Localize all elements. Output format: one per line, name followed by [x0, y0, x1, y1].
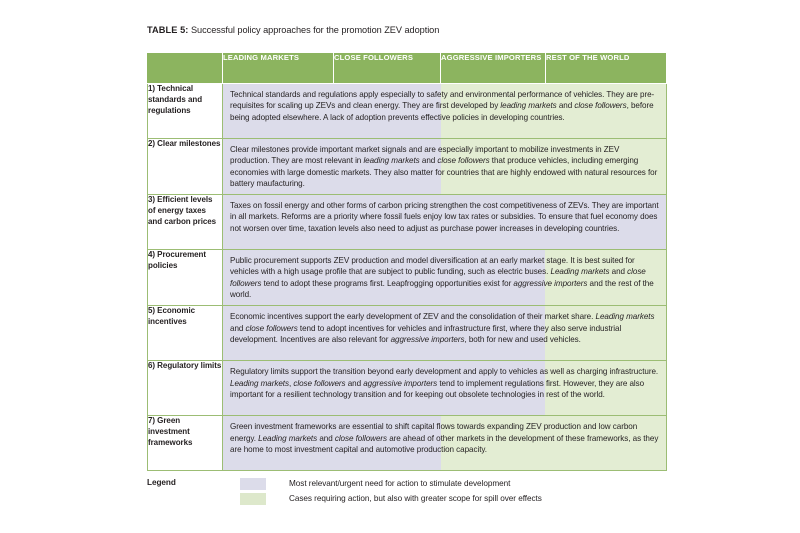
- column-header-blank: [148, 53, 223, 84]
- policy-table-header-row: [148, 53, 667, 84]
- policy-row-label: 1) Technical standards and regulations: [148, 84, 223, 139]
- legend-title: Legend: [147, 478, 176, 487]
- table-row: [148, 195, 667, 250]
- policy-row-label: 7) Green investment frameworks: [148, 416, 223, 471]
- table-row: [148, 139, 667, 195]
- policy-row-label: 2) Clear milestones: [148, 139, 223, 195]
- policy-row-description: Economic incentives support the early development of ZEV and the consolidation of their market share. Leading markets and close followers tend to adopt incentives for vehicles and infrastructure first, where they also serve industrial development. Incentives are also relevant for aggressive importers, both for new and used vehicles.: [230, 312, 655, 344]
- legend-item: [240, 491, 542, 506]
- policy-row-label: 5) Economic incentives: [148, 306, 223, 361]
- table-caption-label: TABLE 5:: [147, 25, 189, 35]
- policy-row-description: Technical standards and regulations apply especially to safety and environmental performance of vehicles. They are pre-requisites for scaling up ZEVs and clean energy. They are first developed by leading markets and close followers, before being adopted elsewhere. A lack of adoption prevents effective policies in developing countries.: [230, 90, 655, 122]
- policy-row-description-cell: [223, 195, 667, 250]
- policy-row-description: Clear milestones provide important market signals and are especially important to mobilize investments in ZEV production. They are most relevant in leading markets and close followers that produce vehicles, including emerging economies with large domestic markets. They also matter for countries that are highly endowed with natural resources for battery maufacturing.: [230, 145, 658, 188]
- policy-row-description: Taxes on fossil energy and other forms of carbon pricing strengthen the cost competitiveness of ZEVs. They are important in all markets. Reforms are a priority where fossil fuels enjoy low tax rates or subsidies. To ensure that fuel economy does not worsen over time, taxation levels also need to adjust as purchase power increases in developing countries.: [230, 201, 659, 233]
- policy-row-description: Public procurement supports ZEV production and model diversification at an early market stage. It is best suited for vehicles with a high usage profile that are subject to public funding, such as electric buses. Leading markets and close followers tend to adopt these programs first. Leapfrogging opportunities exist for aggressive importers and the rest of the world.: [230, 256, 654, 300]
- legend-label: Most relevant/urgent need for action to stimulate development: [289, 479, 511, 488]
- policy-row-label: 4) Procurement policies: [148, 250, 223, 306]
- column-header-aggressive-importers: AGGRESSIVE IMPORTERS: [441, 53, 546, 84]
- policy-row-label: 3) Efficient levels of energy taxes and carbon prices: [148, 195, 223, 250]
- policy-row-description-cell: [223, 416, 667, 471]
- table-row: [148, 361, 667, 416]
- legend-label: Cases requiring action, but also with greater scope for spill over effects: [289, 494, 542, 503]
- legend-items: [240, 476, 542, 506]
- legend-item: [240, 476, 542, 491]
- table-caption-text: Successful policy approaches for the promotion ZEV adoption: [190, 25, 440, 35]
- policy-table-wrapper: [147, 52, 666, 471]
- table-caption: [147, 24, 439, 36]
- table-row: [148, 306, 667, 361]
- policy-row-description: Regulatory limits support the transition beyond early development and apply to vehicles as well as charging infrastructure. Leading markets, close followers and aggressive importers tend to implement regulations first. However, they are also important for a resilient technology transition and for keeping out obsolete technologies in rest of the world.: [230, 367, 659, 399]
- policy-row-description-cell: [223, 250, 667, 306]
- policy-table-head: [148, 53, 667, 84]
- table-row: [148, 84, 667, 139]
- column-header-close-followers: CLOSE FOLLOWERS: [334, 53, 441, 84]
- legend-swatch-green: [240, 493, 266, 505]
- table-row: [148, 250, 667, 306]
- column-header-rest-of-the-world: REST OF THE WORLD: [546, 53, 667, 84]
- policy-row-description-cell: [223, 361, 667, 416]
- policy-row-description: Green investment frameworks are essential to shift capital flows towards expanding ZEV production and low carbon energy. Leading markets and close followers are ahead of other markets in the development of these frameworks, as they are home to most investment capital and automotive production capacity.: [230, 422, 659, 454]
- policy-row-description-cell: [223, 306, 667, 361]
- column-header-leading-markets: LEADING MARKETS: [223, 53, 334, 84]
- legend-swatch-purple: [240, 478, 266, 490]
- policy-row-description-cell: [223, 84, 667, 139]
- table-row: [148, 416, 667, 471]
- policy-table: [147, 52, 667, 471]
- policy-table-body: [148, 84, 667, 471]
- policy-row-description-cell: [223, 139, 667, 195]
- policy-row-label: 6) Regulatory limits: [148, 361, 223, 416]
